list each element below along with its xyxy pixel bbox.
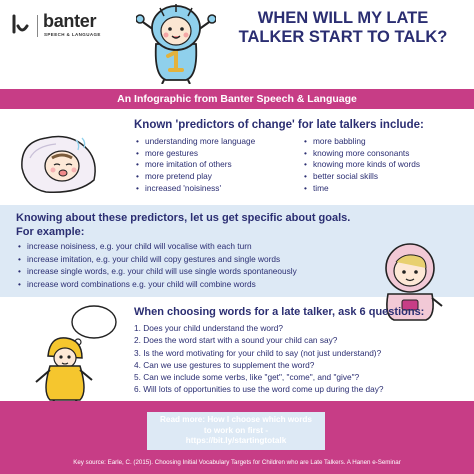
list-item: • better social skills xyxy=(304,171,420,183)
list-item: 5. Can we include some verbs, like "get", "come", and "give"? xyxy=(134,372,360,383)
brand-logo xyxy=(12,13,122,43)
predictors-list-right xyxy=(304,136,420,195)
list-item: • increased 'noisiness' xyxy=(136,183,255,195)
predictors-list-left xyxy=(136,136,255,195)
list-item: • more gestures xyxy=(136,148,255,160)
banter-mark-icon xyxy=(12,14,30,36)
list-item: • increase noisiness, e.g. your child will vocalise with each turn xyxy=(18,240,297,253)
list-item: 2. Does the word start with a sound your child can say? xyxy=(134,335,338,346)
sleepy-baby-illustration xyxy=(16,128,102,198)
read-more-box[interactable] xyxy=(147,412,325,450)
baby-hoodie-illustration xyxy=(136,2,216,84)
goals-heading-line2: For example: xyxy=(16,226,85,238)
list-item: • more pretend play xyxy=(136,171,255,183)
list-item: 6. Will lots of opportunities to use the word come up during the day? xyxy=(134,384,384,395)
key-source-footer: Key source: Earle, C. (2015). Choosing Initial Vocabulary Targets for Children who are Late Talkers. A Hanen e-Seminar xyxy=(73,459,401,466)
goals-heading xyxy=(16,211,350,239)
goals-list xyxy=(18,240,297,290)
list-item: • time xyxy=(304,183,420,195)
subtitle-text: An Infographic from Banter Speech & Language xyxy=(117,93,357,105)
brand-name: banter xyxy=(43,11,97,31)
list-item: • knowing more consonants xyxy=(304,148,420,160)
list-item: • knowing more kinds of words xyxy=(304,159,420,171)
list-item: • understanding more language xyxy=(136,136,255,148)
list-item: 1. Does your child understand the word? xyxy=(134,323,283,333)
subtitle-band xyxy=(0,89,474,109)
list-item: 4. Can we use gestures to supplement the word? xyxy=(134,359,315,370)
list-item: • increase single words, e.g. your child will use single words spontaneously xyxy=(18,265,297,278)
page-title: WHEN WILL MY LATE TALKER START TO TALK? xyxy=(238,9,448,46)
read-more-line2: to work on first - xyxy=(203,425,269,435)
logo-divider xyxy=(37,15,38,37)
goals-heading-line1: Knowing about these predictors, let us get specific about goals. xyxy=(16,212,351,224)
read-more-link[interactable]: https://bit.ly/startingtotalk xyxy=(185,436,287,445)
list-item: • more babbling xyxy=(304,136,420,148)
list-item: • more imitation of others xyxy=(136,159,255,171)
questions-heading: When choosing words for a late talker, ask 6 questions: xyxy=(134,306,425,318)
raincoat-kid-illustration xyxy=(28,296,120,408)
list-item: 3. Is the word motivating for your child to say (not just understand)? xyxy=(134,347,382,358)
list-item: • increase imitation, e.g. your child will copy gestures and single words xyxy=(18,253,297,266)
brand-tagline: SPEECH & LANGUAGE xyxy=(44,32,101,37)
predictors-heading: Known 'predictors of change' for late talkers include: xyxy=(134,119,424,131)
list-item: • increase word combinations e.g. your child will combine words xyxy=(18,278,297,291)
read-more-line1: Read more: How I choose which words xyxy=(160,415,312,424)
questions-list xyxy=(134,322,384,396)
